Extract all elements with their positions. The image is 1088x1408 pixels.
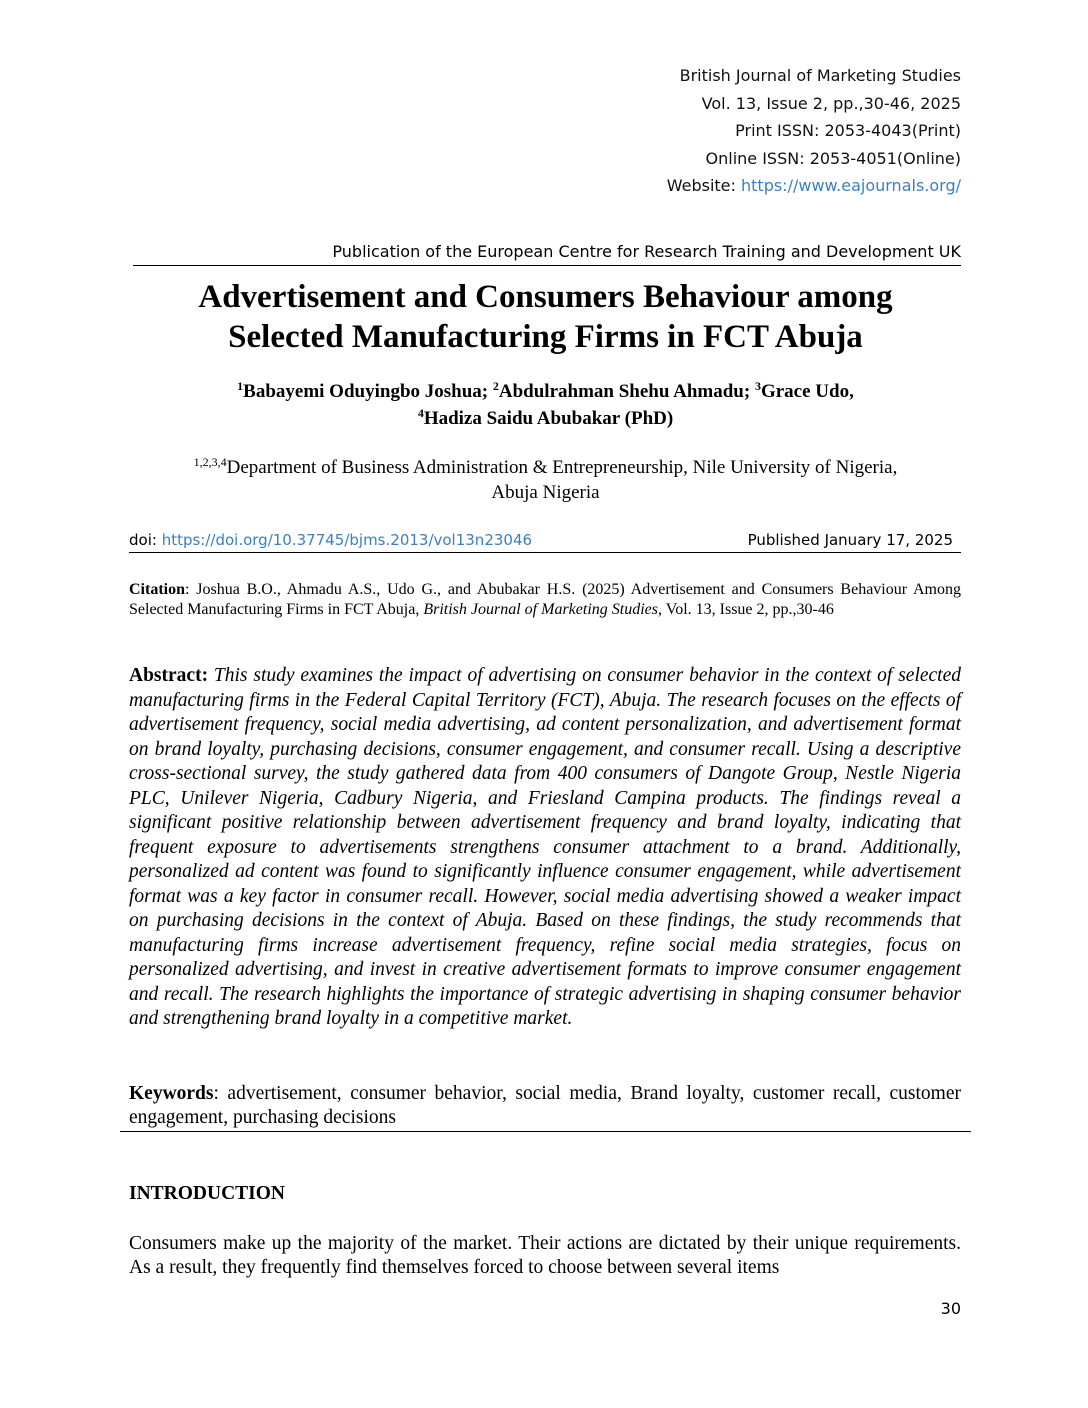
- website-line: [121, 172, 961, 200]
- affiliation: [130, 455, 961, 505]
- doi-row: [129, 528, 961, 553]
- keywords-label: Keywords: [129, 1083, 214, 1104]
- author-list: [130, 378, 961, 432]
- citation-journal: British Journal of Marketing Studies: [423, 601, 658, 618]
- keywords-text: : advertisement, consumer behavior, social media, Brand loyalty, customer recall, customer engagement, purchasing decisions: [129, 1083, 961, 1128]
- section-heading: INTRODUCTION: [129, 1183, 286, 1204]
- affiliation-line-2: Abuja Nigeria: [491, 482, 600, 503]
- page-number: 30: [940, 1299, 961, 1318]
- paper-title: [130, 277, 961, 357]
- publication-line: Publication of the European Centre for Research Training and Development UK: [133, 239, 961, 266]
- intro-paragraph: Consumers make up the majority of the market. Their actions are dictated by their unique requirements. As a result, they frequently find themselves forced to choose between several items: [129, 1233, 961, 1278]
- abstract-text: This study examines the impact of advertising on consumer behavior in the context of selected manufacturing firms in the Federal Capital Territory (FCT), Abuja. The research focuses on the effects of advertisement frequency, social media advertising, ad content personalization, and advertisement format on brand loyalty, purchasing decisions, consumer engagement, and consumer recall. Using a descriptive cross-sectional survey, the study gathered data from 400 consumers of Dangote Group, Nestle Nigeria PLC, Unilever Nigeria, Cadbury Nigeria, and Friesland Campina products. The findings reveal a significant positive relationship between advertisement frequency and brand loyalty, indicating that frequent exposure to advertisements strengthens consumer attachment to a brand. Additionally, personalized ad content was found to significantly influence consumer engagement, while advertisement format was a key factor in consumer recall. However, social media advertising showed a weaker impact on purchasing decisions in the context of Abuja. Based on these findings, the study recommends that manufacturing firms increase advertisement frequency, refine social media strategies, focus on personalized advertising, and invest in creative advertisement formats to improve consumer engagement and recall. The research highlights the importance of strategic advertising in shaping consumer behavior and strengthening brand loyalty in a competitive market.: [129, 665, 961, 1029]
- author-sup: 4: [417, 406, 424, 420]
- authors-line-1: [130, 378, 961, 405]
- author-1: Babayemi Oduyingbo Joshua;: [243, 381, 493, 402]
- print-issn: Print ISSN: 2053-4043(Print): [735, 121, 961, 140]
- keywords: [129, 1082, 961, 1130]
- affiliation-sup: 1,2,3,4: [193, 455, 227, 469]
- citation-text-1: : Joshua B.O., Ahmadu A.S., Udo G., and Abubakar H.S. (2025) Advertisement and Consumers Behaviour Among Selected Manufacturing Firms in FCT Abuja,: [129, 581, 961, 618]
- doi-link[interactable]: https://doi.org/10.37745/bjms.2013/vol13n23046: [161, 531, 533, 549]
- journal-name: British Journal of Marketing Studies: [679, 66, 961, 85]
- title-line-1: Advertisement and Consumers Behaviour among: [198, 279, 893, 315]
- published-date: Published January 17, 2025: [747, 531, 953, 549]
- affiliation-text: Department of Business Administration & Entrepreneurship, Nile University of Nigeria,: [226, 457, 898, 478]
- author-sup: 2: [492, 379, 499, 393]
- website-label: Website:: [666, 176, 741, 195]
- online-issn: Online ISSN: 2053-4051(Online): [705, 148, 961, 168]
- author-2: Abdulrahman Shehu Ahmadu;: [498, 381, 755, 402]
- website-link[interactable]: https://www.eajournals.org/: [741, 176, 961, 195]
- author-sup: 1: [237, 379, 244, 393]
- doi-label: doi:: [129, 531, 162, 549]
- authors-line-2: [130, 405, 961, 432]
- volume-info: Vol. 13, Issue 2, pp.,30-46, 2025: [701, 93, 961, 113]
- affiliation-line-1: [130, 455, 961, 480]
- abstract: [129, 664, 961, 1032]
- author-sup: 3: [754, 379, 761, 393]
- author-4: Hadiza Saidu Abubakar (PhD): [423, 408, 674, 429]
- keywords-divider: [120, 1131, 971, 1132]
- journal-header: [121, 62, 961, 200]
- citation-label: Citation: [129, 581, 185, 598]
- abstract-label: Abstract:: [129, 665, 209, 686]
- citation-text-2: , Vol. 13, Issue 2, pp.,30-46: [658, 601, 834, 618]
- author-3: Grace Udo,: [760, 381, 854, 402]
- citation: [129, 580, 961, 620]
- title-line-2: Selected Manufacturing Firms in FCT Abuja: [228, 319, 863, 355]
